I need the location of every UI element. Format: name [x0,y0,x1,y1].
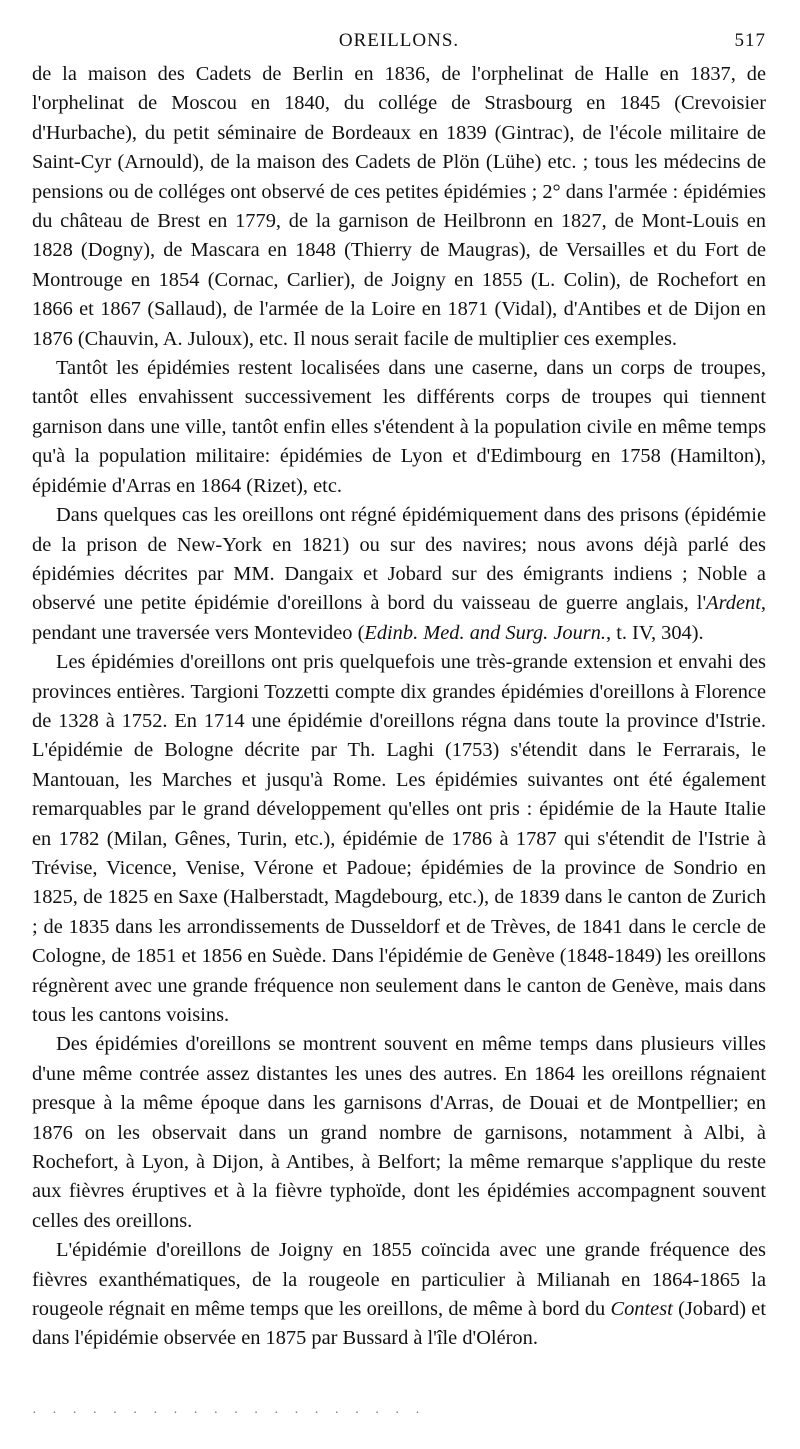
paragraph [32,501,766,648]
running-header [32,26,766,60]
paragraph [32,60,766,354]
paragraph [32,354,766,501]
italic-text: Contest [610,1298,673,1321]
italic-text: Edinb. Med. and Surg. Journ. [364,621,606,644]
running-title: OREILLONS. [338,30,460,51]
paragraph [32,1236,766,1354]
paragraph-text: Des épidémies d'oreillons se montrent souvent en même temps dans plusieurs villes d'une même contrée assez distantes les unes des autres. En 1864 les oreillons régnaient presque à la même époque dans les garnisons d'Arras, de Douai et de Montpellier; en 1876 on les observait dans un grand nombre de garnisons, notamment à Albi, à Rochefort, à Lyon, à Dijon, à Antibes, à Belfort; la même remarque s'applique du reste aux fièvres éruptives et à la fièvre typhoïde, dont les épidémies accompagnent souvent celles des oreillons. [32,1033,766,1232]
paragraph-text: (Jobard) et dans l'épidémie observée en 1875 par Bussard à l'île d'Oléron. [32,1298,766,1350]
bottom-print-specks: · · · · · · · · · · · · · · · · · · · · [32,1406,426,1421]
paragraph-text: Dans quelques cas les oreillons ont régné épidémiquement dans des prisons (épidémie de la prison de New-York en 1821) ou sur des navires; nous avons déjà parlé des épidémies décrites par MM. Dangaix et Jobard sur des émigrants indiens ; Noble a observé une petite épidémie d'oreillons à bord du vaisseau de guerre anglais, l' [32,504,766,615]
paragraph-text: , t. IV, 304). [606,621,704,644]
paragraph-text: , pendant une traversée vers Montevideo ( [32,592,766,644]
italic-text: Ardent [706,592,761,615]
paragraph [32,1030,766,1236]
paragraph-text: Les épidémies d'oreillons ont pris quelquefois une très-grande extension et envahi des provinces entières. Targioni Tozzetti compte dix grandes épidémies d'oreillons à Florence de 1328 à 1752. En 1714 une épidémie d'oreillons régna dans toute la province d'Istrie. L'épidémie de Bologne décrite par Th. Laghi (1753) s'étendit dans le Ferrarais, le Mantouan, les Marches et jusqu'à Rome. Les épidémies suivantes ont été également remarquables par le grand développement qu'elles ont pris : épidémie de la Haute Italie en 1782 (Milan, Gênes, Turin, etc.), épidémie de 1786 à 1787 qui s'étendit de l'Istrie à Trévise, Vicence, Venise, Vérone et Padoue; épidémies de la province de Sondrio en 1825, de 1825 en Saxe (Halberstadt, Magdebourg, etc.), de 1839 dans le canton de Zurich ; de 1835 dans les arrondissements de Dusseldorf et de Trèves, de 1841 dans le cercle de Cologne, de 1851 et 1856 en Suède. Dans l'épidémie de Genève (1848-1849) les oreillons régnèrent avec une grande fréquence non seulement dans le canton de Genève, mais dans tous les cantons voisins. [32,651,766,1026]
paragraph-text: Tantôt les épidémies restent localisées dans une caserne, dans un corps de troupes, tantôt elles envahissent successivement les différents corps de troupes qui tiennent garnison dans une ville, tantôt enfin elles s'étendent à la population civile en même temps qu'à la population militaire: épidémies de Lyon et d'Edimbourg en 1758 (Hamilton), épidémie d'Arras en 1864 (Rizet), etc. [32,357,766,497]
page-body [32,60,766,1354]
paragraph-text: de la maison des Cadets de Berlin en 1836, de l'orphelinat de Halle en 1837, de l'orphelinat de Moscou en 1840, du collége de Strasbourg en 1845 (Crevoisier d'Hurbache), du petit séminaire de Bordeaux en 1839 (Gintrac), de l'école militaire de Saint-Cyr (Arnould), de la maison des Cadets de Plön (Lühe) etc. ; tous les médecins de pensions ou de colléges ont observé de ces petites épidémies ; 2° dans l'armée : épidémies du château de Brest en 1779, de la garnison de Heilbronn en 1827, de Mont-Louis en 1828 (Dogny), de Mascara en 1848 (Thierry de Maugras), de Versailles et du Fort de Montrouge en 1854 (Cornac, Carlier), de Joigny en 1855 (L. Colin), de Rochefort en 1866 et 1867 (Sallaud), de l'armée de la Loire en 1871 (Vidal), d'Antibes et de Dijon en 1876 (Chauvin, A. Juloux), etc. Il nous serait facile de multiplier ces exemples. [32,63,766,350]
paragraph [32,648,766,1030]
page-number: 517 [734,30,766,51]
book-page [32,26,766,1354]
paragraph-text: L'épidémie d'oreillons de Joigny en 1855 coïncida avec une grande fréquence des fièvres exanthématiques, de la rougeole en particulier à Milianah en 1864-1865 la rougeole régnait en même temps que les oreillons, de même à bord du [32,1239,766,1321]
